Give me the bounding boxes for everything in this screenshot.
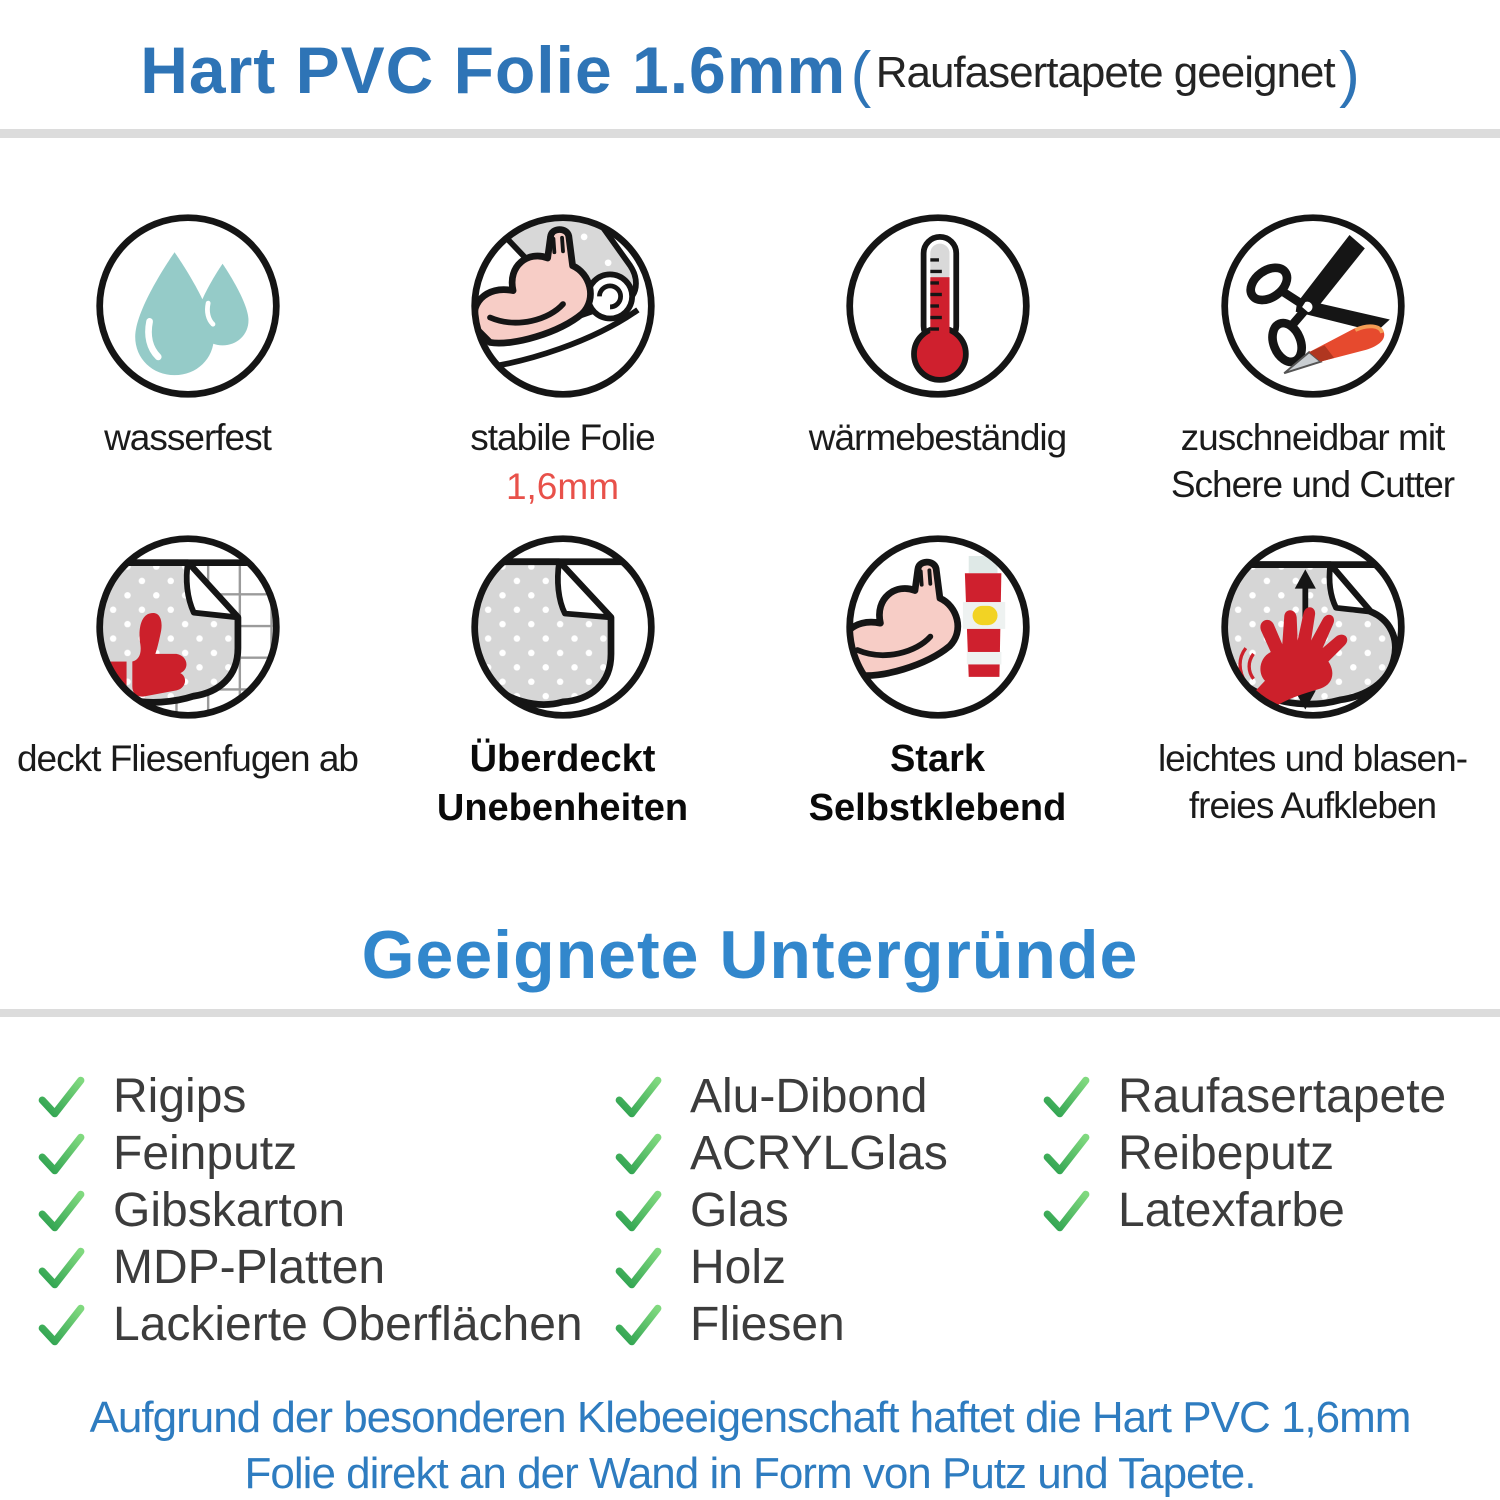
checkmark-icon — [35, 1071, 87, 1123]
checkmark-icon — [35, 1185, 87, 1237]
substrate-item — [35, 1239, 583, 1296]
tile-joints-thumb-up-icon — [92, 531, 284, 723]
divider-top — [0, 129, 1500, 138]
scissors-cutter-icon — [1217, 210, 1409, 402]
covers-unevenness-foil-icon — [467, 531, 659, 723]
checkmark-icon — [35, 1242, 87, 1294]
substrate-item — [35, 1125, 583, 1182]
substrate-item — [612, 1239, 948, 1296]
substrate-column-3 — [1040, 1068, 1446, 1239]
title-main: Hart PVC Folie 1.6mm — [140, 33, 847, 107]
title-subtitle: Raufasertapete geeignet — [875, 48, 1335, 97]
substrate-label: Glas — [690, 1184, 789, 1237]
substrate-label: Rigips — [113, 1070, 247, 1123]
smoothing-hand-arrow-icon — [1217, 531, 1409, 723]
substrate-label: Alu-Dibond — [690, 1070, 928, 1123]
checkmark-icon — [612, 1299, 664, 1351]
feature-row-1 — [0, 210, 1500, 510]
substrate-item — [612, 1125, 948, 1182]
checkmark-icon — [1040, 1185, 1092, 1237]
substrate-item — [612, 1068, 948, 1125]
feature-sublabel-thickness: 1,6mm — [505, 466, 620, 507]
divider-middle — [0, 1009, 1500, 1017]
feature-zuschneidbar — [1125, 210, 1500, 510]
feature-label: wärmebeständig — [808, 417, 1067, 458]
strong-arm-glue-tube-icon — [842, 531, 1034, 723]
substrate-item — [35, 1068, 583, 1125]
substrate-label: Latexfarbe — [1118, 1184, 1345, 1237]
section-title: Geeignete Untergründe — [361, 917, 1139, 993]
footer-line-1: Aufgrund der besonderen Klebeeigenschaft haftet die Hart PVC 1,6mm — [89, 1393, 1411, 1442]
substrate-label: Lackierte Oberflächen — [113, 1298, 583, 1351]
title-paren-open: ( — [850, 40, 872, 109]
feature-label: Überdeckt Unebenheiten — [436, 738, 689, 829]
substrate-label: ACRYLGlas — [690, 1127, 948, 1180]
thermometer-icon — [842, 210, 1034, 402]
feature-waermebestaendig — [750, 210, 1125, 510]
feature-label: wasserfest — [104, 417, 271, 458]
feature-unebenheiten — [375, 531, 750, 833]
feature-selbstklebend — [750, 531, 1125, 833]
substrate-item — [35, 1182, 583, 1239]
substrate-column-1 — [35, 1068, 583, 1353]
checkmark-icon — [612, 1071, 664, 1123]
page-title — [0, 32, 1500, 110]
feature-label: Stark Selbstklebend — [808, 738, 1067, 829]
footer-note — [0, 1390, 1500, 1500]
checkmark-icon — [612, 1242, 664, 1294]
title-paren-close: ) — [1339, 40, 1360, 109]
feature-label: deckt Fliesenfugen ab — [16, 738, 358, 779]
substrate-item — [1040, 1068, 1446, 1125]
checkmark-icon — [1040, 1128, 1092, 1180]
water-drops-icon — [92, 210, 284, 402]
feature-fliesenfugen — [0, 531, 375, 833]
checkmark-icon — [612, 1128, 664, 1180]
substrate-column-2 — [612, 1068, 948, 1353]
substrate-item — [35, 1296, 583, 1353]
feature-label: stabile Folie — [470, 417, 655, 458]
substrate-label: Holz — [690, 1241, 787, 1294]
checkmark-icon — [1040, 1071, 1092, 1123]
checkmark-icon — [612, 1185, 664, 1237]
feature-label: leichtes und blasen- freies Aufkleben — [1157, 738, 1468, 826]
substrate-label: MDP-Platten — [113, 1241, 386, 1294]
substrate-item — [1040, 1125, 1446, 1182]
footer-line-2: Folie direkt an der Wand in Form von Putz und Tapete. — [244, 1449, 1256, 1498]
feature-blasenfrei — [1125, 531, 1500, 833]
feature-label: zuschneidbar mit Schere und Cutter — [1170, 417, 1455, 505]
substrate-item — [612, 1182, 948, 1239]
substrate-label: Raufasertapete — [1118, 1070, 1447, 1123]
substrate-label: Fliesen — [690, 1298, 845, 1351]
strong-arm-foil-roll-icon — [467, 210, 659, 402]
checkmark-icon — [35, 1128, 87, 1180]
substrate-label: Reibeputz — [1118, 1127, 1335, 1180]
substrate-item — [612, 1296, 948, 1353]
checkmark-icon — [35, 1299, 87, 1351]
feature-wasserfest — [0, 210, 375, 510]
substrate-label: Gibskarton — [113, 1184, 346, 1237]
substrate-label: Feinputz — [113, 1127, 298, 1180]
feature-stabile-folie — [375, 210, 750, 510]
substrate-item — [1040, 1182, 1446, 1239]
feature-row-2 — [0, 531, 1500, 833]
